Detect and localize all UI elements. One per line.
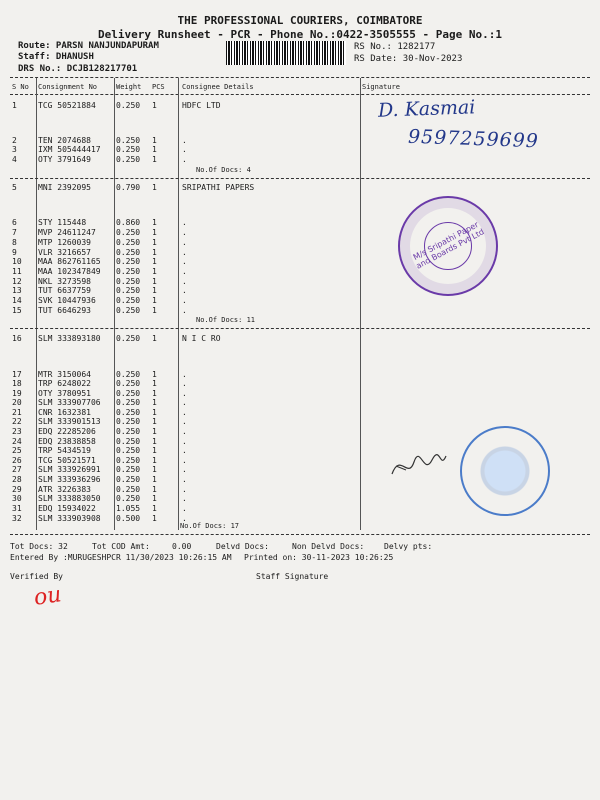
cell-consig: . — [182, 485, 187, 494]
cell-pcs: 1 — [152, 218, 157, 227]
delivery-points: Delvy pts: — [384, 542, 433, 551]
cell-sno: 24 — [12, 437, 22, 446]
delivered-docs: Delvd Docs: — [216, 542, 269, 551]
cell-consig: . — [182, 446, 187, 455]
cell-pcs: 1 — [152, 101, 157, 110]
cell-pcs: 1 — [152, 408, 157, 417]
column-header-divider — [10, 94, 590, 95]
cell-wt: 0.250 — [116, 155, 141, 164]
cell-pcs: 1 — [152, 389, 157, 398]
staff-signature: Staff Signature — [256, 572, 329, 581]
cell-sno: 23 — [12, 427, 22, 436]
cell-sno: 1 — [12, 101, 17, 110]
cell-con: NKL 3273598 — [38, 277, 91, 286]
cell-pcs: 1 — [152, 475, 157, 484]
cell-wt: 0.250 — [116, 334, 141, 343]
handwritten-phone: 9597259699 — [407, 125, 540, 153]
cell-con: MTR 3150064 — [38, 370, 91, 379]
cell-sno: 8 — [12, 238, 17, 247]
header-divider — [10, 77, 590, 78]
drs-number: DRS No.: DCJB128217701 — [18, 64, 138, 74]
cell-sno: 26 — [12, 456, 22, 465]
handwritten-name: D. Kasmai — [377, 96, 476, 122]
cell-sno: 14 — [12, 296, 22, 305]
cell-consig: . — [182, 456, 187, 465]
cell-con: ATR 3226383 — [38, 485, 91, 494]
cell-consig: . — [182, 296, 187, 305]
cell-wt: 0.250 — [116, 475, 141, 484]
cell-consig: . — [182, 238, 187, 247]
cell-sno: 5 — [12, 183, 17, 192]
no-of-docs-2: No.Of Docs: 11 — [196, 316, 256, 324]
rs-number: RS No.: 1282177 — [354, 42, 436, 52]
table-row — [0, 267, 600, 277]
cell-consig: SRIPATHI PAPERS — [182, 183, 255, 192]
cell-sno: 2 — [12, 136, 17, 145]
cell-pcs: 1 — [152, 248, 157, 257]
route: Route: PARSN NANJUNDAPURAM — [18, 41, 159, 51]
col-pcs: PCS — [152, 83, 165, 91]
cell-pcs: 1 — [152, 437, 157, 446]
cell-consig: . — [182, 218, 187, 227]
cell-consig: . — [182, 155, 187, 164]
cell-con: SLM 333893180 — [38, 334, 101, 343]
cell-pcs: 1 — [152, 277, 157, 286]
cell-consig: . — [182, 136, 187, 145]
company-title: THE PROFESSIONAL COURIERS, COIMBATORE — [177, 14, 423, 27]
office-seal — [460, 426, 550, 516]
cell-wt: 0.250 — [116, 277, 141, 286]
cell-consig: . — [182, 228, 187, 237]
table-row — [0, 257, 600, 267]
cell-pcs: 1 — [152, 334, 157, 343]
col-weight: Weight — [116, 83, 142, 91]
cell-consig: . — [182, 504, 187, 513]
cell-pcs: 1 — [152, 456, 157, 465]
total-cod-value: 0.00 — [172, 542, 192, 551]
cell-con: EDQ 23838858 — [38, 437, 96, 446]
cell-pcs: 1 — [152, 257, 157, 266]
cell-con: EDQ 15934022 — [38, 504, 96, 513]
cell-sno: 29 — [12, 485, 22, 494]
cell-sno: 27 — [12, 465, 22, 474]
cell-sno: 6 — [12, 218, 17, 227]
cell-con: SLM 333926991 — [38, 465, 101, 474]
col-consignment: Consignment No — [38, 83, 98, 91]
cell-consig: . — [182, 427, 187, 436]
cell-sno: 21 — [12, 408, 22, 417]
cell-con: TEN 2074688 — [38, 136, 91, 145]
cell-consig: . — [182, 408, 187, 417]
cell-consig: . — [182, 379, 187, 388]
cell-wt: 0.250 — [116, 238, 141, 247]
cell-con: MNI 2392095 — [38, 183, 91, 192]
cell-pcs: 1 — [152, 427, 157, 436]
company-stamp — [398, 196, 498, 296]
cell-wt: 0.790 — [116, 183, 141, 192]
cell-con: MAA 862761165 — [38, 257, 101, 266]
cell-con: OTY 3791649 — [38, 155, 91, 164]
cell-wt: 0.250 — [116, 389, 141, 398]
cell-pcs: 1 — [152, 504, 157, 513]
cell-pcs: 1 — [152, 485, 157, 494]
staff-signature-scribble — [388, 446, 448, 486]
stamp-text: M/s Sripathi Paper and Boards Pvt Ltd — [411, 220, 486, 271]
table-row — [0, 334, 600, 344]
cell-sno: 30 — [12, 494, 22, 503]
cell-con: SVK 10447936 — [38, 296, 96, 305]
cell-wt: 0.250 — [116, 101, 141, 110]
cell-wt: 0.860 — [116, 218, 141, 227]
cell-sno: 17 — [12, 370, 22, 379]
cell-pcs: 1 — [152, 228, 157, 237]
cell-wt: 0.250 — [116, 248, 141, 257]
cell-wt: 0.250 — [116, 370, 141, 379]
cell-wt: 0.250 — [116, 427, 141, 436]
cell-wt: 0.250 — [116, 267, 141, 276]
group-divider-2 — [10, 328, 590, 329]
no-of-docs-3: No.Of Docs: 17 — [180, 522, 240, 530]
cell-pcs: 1 — [152, 296, 157, 305]
cell-consig: . — [182, 248, 187, 257]
cell-con: TUT 6646293 — [38, 306, 91, 315]
cell-sno: 11 — [12, 267, 22, 276]
cell-sno: 31 — [12, 504, 22, 513]
col-signature: Signature — [362, 83, 400, 91]
cell-pcs: 1 — [152, 514, 157, 523]
cell-wt: 0.250 — [116, 257, 141, 266]
non-delivered-docs: Non Delvd Docs: — [292, 542, 365, 551]
cell-sno: 16 — [12, 334, 22, 343]
cell-wt: 0.250 — [116, 494, 141, 503]
cell-con: EDQ 22285206 — [38, 427, 96, 436]
group-divider-1 — [10, 178, 590, 179]
cell-sno: 9 — [12, 248, 17, 257]
cell-sno: 19 — [12, 389, 22, 398]
cell-consig: . — [182, 267, 187, 276]
table-row — [0, 155, 600, 165]
group-divider-3 — [10, 534, 590, 535]
cell-wt: 0.250 — [116, 379, 141, 388]
cell-consig: . — [182, 145, 187, 154]
cell-con: IXM 505444417 — [38, 145, 101, 154]
cell-pcs: 1 — [152, 238, 157, 247]
cell-wt: 0.250 — [116, 446, 141, 455]
cell-sno: 10 — [12, 257, 22, 266]
cell-con: STY 115448 — [38, 218, 87, 227]
cell-con: MAA 102347849 — [38, 267, 101, 276]
cell-consig: HDFC LTD — [182, 101, 221, 110]
cell-wt: 0.250 — [116, 296, 141, 305]
cell-con: SLM 333907706 — [38, 398, 101, 407]
total-cod-label: Tot COD Amt: — [92, 542, 150, 551]
cell-consig: N I C RO — [182, 334, 221, 343]
cell-pcs: 1 — [152, 183, 157, 192]
cell-wt: 0.250 — [116, 398, 141, 407]
table-row — [0, 101, 600, 111]
cell-con: MVP 24611247 — [38, 228, 96, 237]
runsheet-subtitle: Delivery Runsheet - PCR - Phone No.:0422-3505555 - Page No.:1 — [98, 28, 502, 41]
cell-consig: . — [182, 465, 187, 474]
col-sno: S No — [12, 83, 29, 91]
staff: Staff: DHANUSH — [18, 52, 94, 62]
cell-consig: . — [182, 277, 187, 286]
table-row — [0, 398, 600, 408]
cell-wt: 0.250 — [116, 145, 141, 154]
cell-con: TCG 50521571 — [38, 456, 96, 465]
verified-by: Verified By — [10, 572, 63, 581]
cell-consig: . — [182, 475, 187, 484]
cell-consig: . — [182, 437, 187, 446]
cell-sno: 25 — [12, 446, 22, 455]
cell-pcs: 1 — [152, 370, 157, 379]
cell-con: CNR 1632381 — [38, 408, 91, 417]
cell-wt: 0.250 — [116, 465, 141, 474]
cell-pcs: 1 — [152, 465, 157, 474]
cell-con: SLM 333903908 — [38, 514, 101, 523]
cell-sno: 15 — [12, 306, 22, 315]
cell-con: TUT 6637759 — [38, 286, 91, 295]
cell-pcs: 1 — [152, 136, 157, 145]
cell-sno: 32 — [12, 514, 22, 523]
cell-wt: 0.250 — [116, 408, 141, 417]
cell-consig: . — [182, 286, 187, 295]
printed-on: Printed on: 30-11-2023 10:26:25 — [244, 553, 394, 562]
col-consignee: Consignee Details — [182, 83, 254, 91]
cell-pcs: 1 — [152, 286, 157, 295]
cell-pcs: 1 — [152, 417, 157, 426]
cell-wt: 0.250 — [116, 456, 141, 465]
cell-wt: 1.055 — [116, 504, 141, 513]
cell-consig: . — [182, 494, 187, 503]
cell-con: TRP 6248022 — [38, 379, 91, 388]
total-docs: Tot Docs: 32 — [10, 542, 68, 551]
handwritten-initials: ou — [32, 582, 64, 611]
cell-sno: 28 — [12, 475, 22, 484]
cell-pcs: 1 — [152, 155, 157, 164]
cell-con: SLM 333936296 — [38, 475, 101, 484]
cell-con: MTP 1260039 — [38, 238, 91, 247]
no-of-docs-1: No.Of Docs: 4 — [196, 166, 251, 174]
cell-sno: 12 — [12, 277, 22, 286]
cell-pcs: 1 — [152, 267, 157, 276]
cell-wt: 0.250 — [116, 485, 141, 494]
cell-pcs: 1 — [152, 494, 157, 503]
cell-wt: 0.250 — [116, 437, 141, 446]
cell-pcs: 1 — [152, 306, 157, 315]
cell-pcs: 1 — [152, 379, 157, 388]
cell-con: SLM 333883050 — [38, 494, 101, 503]
cell-sno: 13 — [12, 286, 22, 295]
cell-consig: . — [182, 389, 187, 398]
table-row — [0, 228, 600, 238]
cell-consig: . — [182, 257, 187, 266]
cell-wt: 0.500 — [116, 514, 141, 523]
cell-wt: 0.250 — [116, 306, 141, 315]
cell-sno: 4 — [12, 155, 17, 164]
cell-consig: . — [182, 306, 187, 315]
cell-sno: 22 — [12, 417, 22, 426]
cell-con: TRP 5434519 — [38, 446, 91, 455]
cell-sno: 18 — [12, 379, 22, 388]
table-row — [0, 379, 600, 389]
cell-sno: 7 — [12, 228, 17, 237]
table-row — [0, 286, 600, 296]
table-row — [0, 296, 600, 306]
cell-sno: 20 — [12, 398, 22, 407]
cell-wt: 0.250 — [116, 228, 141, 237]
cell-consig: . — [182, 514, 187, 523]
rs-date: RS Date: 30-Nov-2023 — [354, 54, 463, 64]
cell-pcs: 1 — [152, 398, 157, 407]
cell-con: SLM 333901513 — [38, 417, 101, 426]
cell-pcs: 1 — [152, 145, 157, 154]
cell-consig: . — [182, 370, 187, 379]
barcode — [226, 41, 346, 65]
table-row — [0, 183, 600, 193]
cell-con: VLR 3216657 — [38, 248, 91, 257]
cell-consig: . — [182, 398, 187, 407]
cell-con: TCG 50521884 — [38, 101, 96, 110]
cell-consig: . — [182, 417, 187, 426]
cell-sno: 3 — [12, 145, 17, 154]
cell-wt: 0.250 — [116, 417, 141, 426]
table-row — [0, 238, 600, 248]
cell-pcs: 1 — [152, 446, 157, 455]
cell-wt: 0.250 — [116, 286, 141, 295]
table-row — [0, 218, 600, 228]
table-row — [0, 306, 600, 316]
cell-wt: 0.250 — [116, 136, 141, 145]
cell-con: OTY 3780951 — [38, 389, 91, 398]
entered-by: Entered By :MURUGESHPCR 11/30/2023 10:26:15 AM — [10, 553, 232, 562]
